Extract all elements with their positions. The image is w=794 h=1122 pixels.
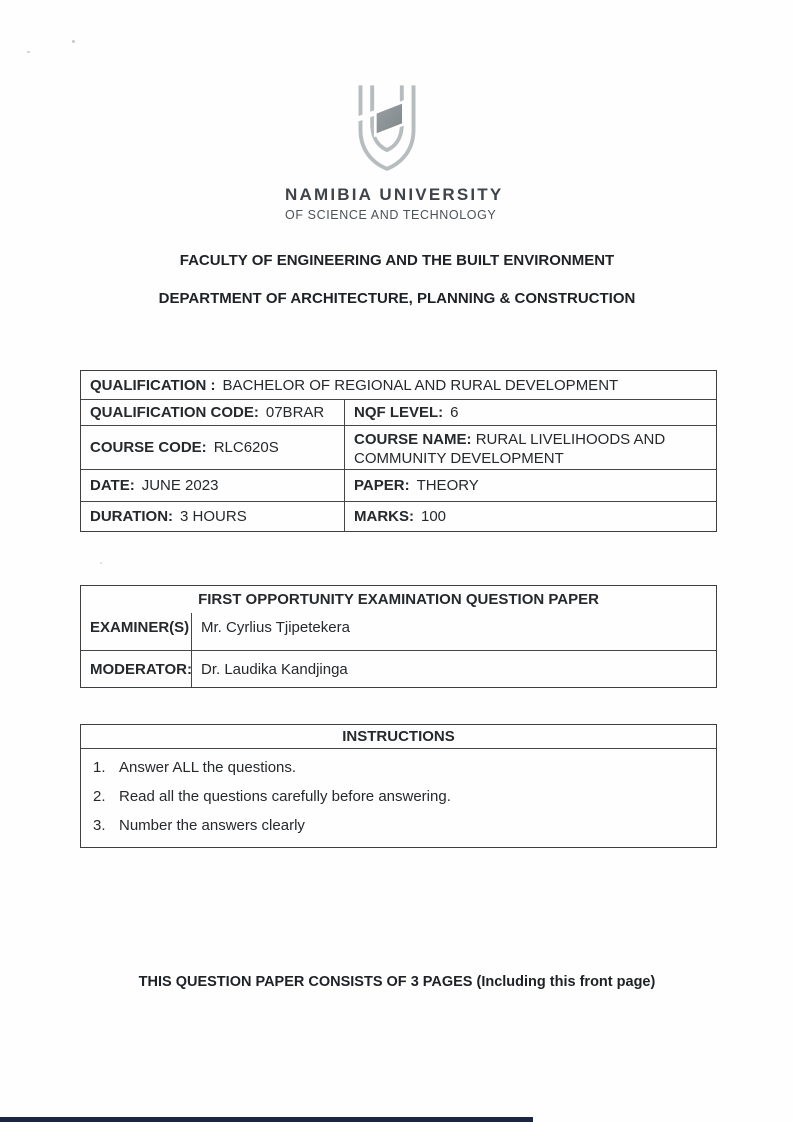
course-code-cell	[81, 426, 344, 469]
qualification-value: BACHELOR OF REGIONAL AND RURAL DEVELOPMENT	[222, 376, 619, 394]
marks-cell	[344, 502, 716, 531]
duration-value: 3 HOURS	[180, 508, 247, 525]
course-name-value: RURAL LIVELIHOODS AND COMMUNITY DEVELOPMENT	[354, 431, 666, 467]
instructions-list	[81, 748, 716, 847]
duration-label: DURATION:	[90, 508, 174, 525]
table-row-qualification	[81, 371, 716, 399]
examiner-value-cell	[191, 613, 716, 650]
duration-cell	[81, 502, 344, 531]
scan-speck	[27, 51, 30, 53]
course-info-table	[80, 370, 717, 532]
date-value: JUNE 2023	[141, 477, 219, 494]
scan-speck	[72, 40, 75, 43]
page-count-note: THIS QUESTION PAPER CONSISTS OF 3 PAGES (Including this front page)	[138, 974, 656, 990]
qualification-label: QUALIFICATION :	[90, 376, 216, 394]
scan-speck	[100, 562, 102, 564]
qualification-code-value: 07BRAR	[265, 404, 325, 421]
qualification-cell	[81, 371, 716, 399]
paper-label: PAPER:	[354, 477, 410, 494]
table-row-duration-marks	[81, 501, 716, 531]
instruction-item	[93, 787, 706, 806]
instruction-number: 2.	[93, 788, 106, 805]
examiner-label-cell	[81, 613, 191, 650]
nqf-level-value: 6	[450, 404, 459, 421]
moderator-label: MODERATOR:	[90, 660, 192, 678]
university-name: NAMIBIA UNIVERSITY	[285, 185, 504, 204]
moderator-name: Dr. Laudika Kandjinga	[201, 660, 348, 678]
instruction-number: 3.	[93, 817, 106, 834]
course-code-label: COURSE CODE:	[90, 439, 207, 456]
exam-paper-title: FIRST OPPORTUNITY EXAMINATION QUESTION PAPER	[198, 591, 599, 608]
paper-cell	[344, 470, 716, 501]
instruction-item	[93, 758, 706, 777]
instruction-number: 1.	[93, 759, 106, 776]
university-wordmark	[285, 186, 545, 222]
qualification-code-cell	[81, 400, 344, 425]
instructions-title: INSTRUCTIONS	[342, 728, 455, 745]
course-code-value: RLC620S	[213, 439, 279, 456]
nqf-level-label: NQF LEVEL:	[354, 404, 444, 421]
marks-label: MARKS:	[354, 508, 414, 525]
date-cell	[81, 470, 344, 501]
instruction-text: Number the answers clearly	[119, 817, 305, 834]
examiner-table	[80, 585, 717, 688]
nqf-level-cell	[344, 400, 716, 425]
paper-value: THEORY	[416, 477, 479, 494]
table-row-examiner	[81, 613, 716, 650]
scan-edge-bar	[0, 1117, 533, 1122]
nust-shield-logo-icon	[348, 82, 426, 176]
examiner-name: Mr. Cyrlius Tjipetekera	[201, 619, 350, 636]
date-label: DATE:	[90, 477, 135, 494]
instructions-table	[80, 724, 717, 848]
instruction-text: Answer ALL the questions.	[119, 759, 297, 776]
course-name-label: COURSE NAME:	[354, 431, 472, 448]
instruction-item	[93, 816, 706, 835]
table-row-date-paper	[81, 469, 716, 501]
faculty-heading: FACULTY OF ENGINEERING AND THE BUILT ENVIRONMENT	[179, 252, 615, 269]
moderator-value-cell	[191, 651, 716, 687]
instruction-text: Read all the questions carefully before answering.	[119, 788, 451, 805]
table-row-moderator	[81, 650, 716, 687]
moderator-label-cell	[81, 651, 191, 687]
examiner-label: EXAMINER(S)	[90, 619, 190, 636]
qualification-code-label: QUALIFICATION CODE:	[90, 404, 259, 421]
university-tagline: OF SCIENCE AND TECHNOLOGY	[285, 208, 497, 222]
table-row-codes	[81, 399, 716, 425]
table-row-course	[81, 425, 716, 469]
marks-value: 100	[421, 508, 447, 525]
course-name-cell	[344, 426, 716, 469]
department-heading: DEPARTMENT OF ARCHITECTURE, PLANNING & CONSTRUCTION	[158, 290, 636, 307]
